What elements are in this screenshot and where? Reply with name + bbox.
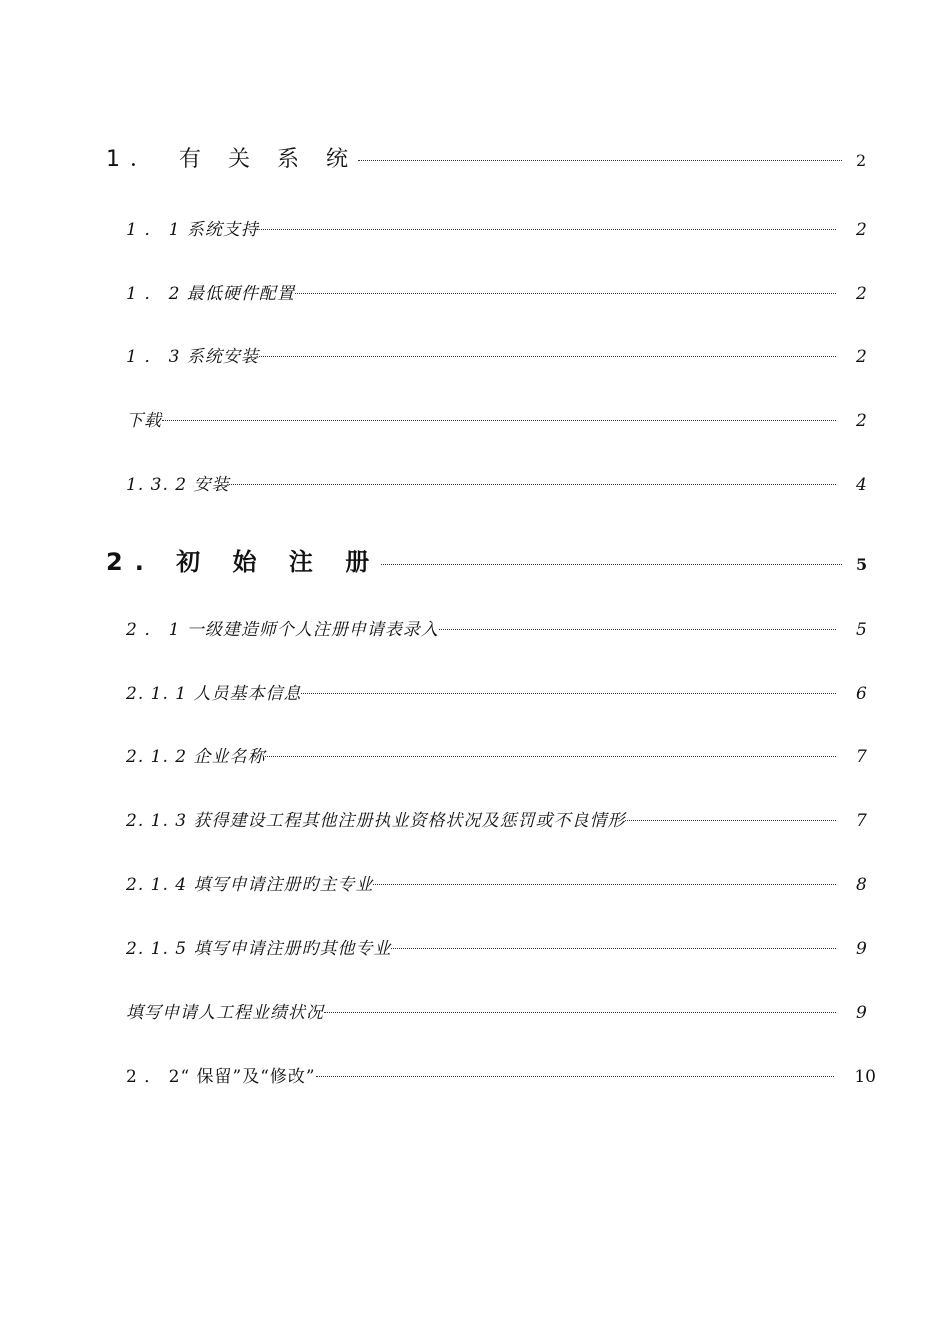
toc-entry-title: 1. 3. 2 安装: [126, 475, 230, 495]
toc-entry-2-1[interactable]: [126, 615, 876, 640]
toc-entry-title: 1． 有 关 系 统: [106, 147, 358, 172]
toc-entry-page: 9: [856, 939, 867, 959]
toc-entry-section-2[interactable]: [106, 542, 876, 577]
toc-entry-page: 2: [856, 220, 867, 240]
toc-entry-page: 10: [854, 1067, 876, 1087]
toc-dot-leader: [259, 355, 836, 357]
toc-dot-leader: [301, 692, 836, 694]
toc-entry-title: 2. 1. 5 填写申请注册旳其他专业: [126, 939, 392, 959]
toc-entry-2-1-2[interactable]: [126, 742, 876, 767]
toc-entry-2-1-3[interactable]: [126, 806, 876, 831]
toc-entry-title: 2. 1. 4 填写申请注册旳主专业: [126, 875, 374, 895]
toc-dot-leader: [625, 819, 836, 821]
toc-entry-page: 2: [856, 411, 867, 431]
toc-entry-page: 2: [856, 151, 867, 170]
toc-entry-title: 填写申请人工程业绩状况: [126, 1003, 324, 1023]
toc-entry-page: 8: [856, 875, 867, 895]
toc-entry-title: 2. 1. 3 获得建设工程其他注册执业资格状况及惩罚或不良情形: [126, 811, 626, 831]
toc-entry-1-2[interactable]: [126, 279, 876, 304]
toc-entry-page: 5: [856, 555, 868, 574]
toc-entry-page: 9: [856, 1003, 867, 1023]
toc-entry-title: 2. 1. 2 企业名称: [126, 747, 266, 767]
toc-dot-leader: [162, 419, 836, 421]
toc-entry-page: 7: [856, 811, 867, 831]
toc-entry-2-2[interactable]: [126, 1062, 876, 1087]
toc-dot-leader: [391, 947, 836, 949]
toc-entry-title: 1 ． 1 系统支持: [126, 220, 259, 240]
toc-entry-page: 2: [856, 284, 867, 304]
toc-dot-leader: [381, 563, 842, 565]
toc-dot-leader: [358, 159, 842, 161]
toc-dot-leader: [324, 1011, 836, 1013]
toc-entry-title: 2 ． 1 一级建造师个人注册申请表录入: [126, 620, 439, 640]
toc-entry-page: 7: [856, 747, 867, 767]
toc-dot-leader: [259, 228, 836, 230]
toc-dot-leader: [316, 1075, 835, 1077]
toc-dot-leader: [439, 628, 836, 630]
toc-entry-applicant-performance[interactable]: [126, 998, 876, 1023]
toc-dot-leader: [265, 755, 836, 757]
toc-entry-section-1[interactable]: [106, 142, 876, 173]
toc-dot-leader: [295, 292, 836, 294]
toc-entry-title: 2. 初 始 注 册: [106, 548, 382, 576]
toc-entry-page: 6: [856, 684, 867, 704]
toc-entry-2-1-1[interactable]: [126, 679, 876, 704]
toc-entry-title: 1 ． 2 最低硬件配置: [126, 284, 295, 304]
toc-entry-title: 2 ． 2“ 保留”及“修改”: [126, 1067, 316, 1087]
toc-entry-1-1[interactable]: [126, 215, 876, 240]
toc-dot-leader: [229, 483, 836, 485]
toc-dot-leader: [373, 883, 836, 885]
toc-entry-download[interactable]: [126, 406, 876, 431]
toc-entry-2-1-4[interactable]: [126, 870, 876, 895]
toc-entry-page: 5: [856, 620, 867, 640]
toc-entry-page: 2: [856, 347, 867, 367]
toc-entry-title: 下载: [126, 411, 162, 431]
toc-entry-1-3-2[interactable]: [126, 470, 876, 495]
toc-entry-2-1-5[interactable]: [126, 934, 876, 959]
toc-entry-1-3[interactable]: [126, 342, 876, 367]
toc-entry-title: 2. 1. 1 人员基本信息: [126, 684, 302, 704]
toc-entry-title: 1 ． 3 系统安装: [126, 347, 259, 367]
toc-entry-page: 4: [856, 475, 867, 495]
